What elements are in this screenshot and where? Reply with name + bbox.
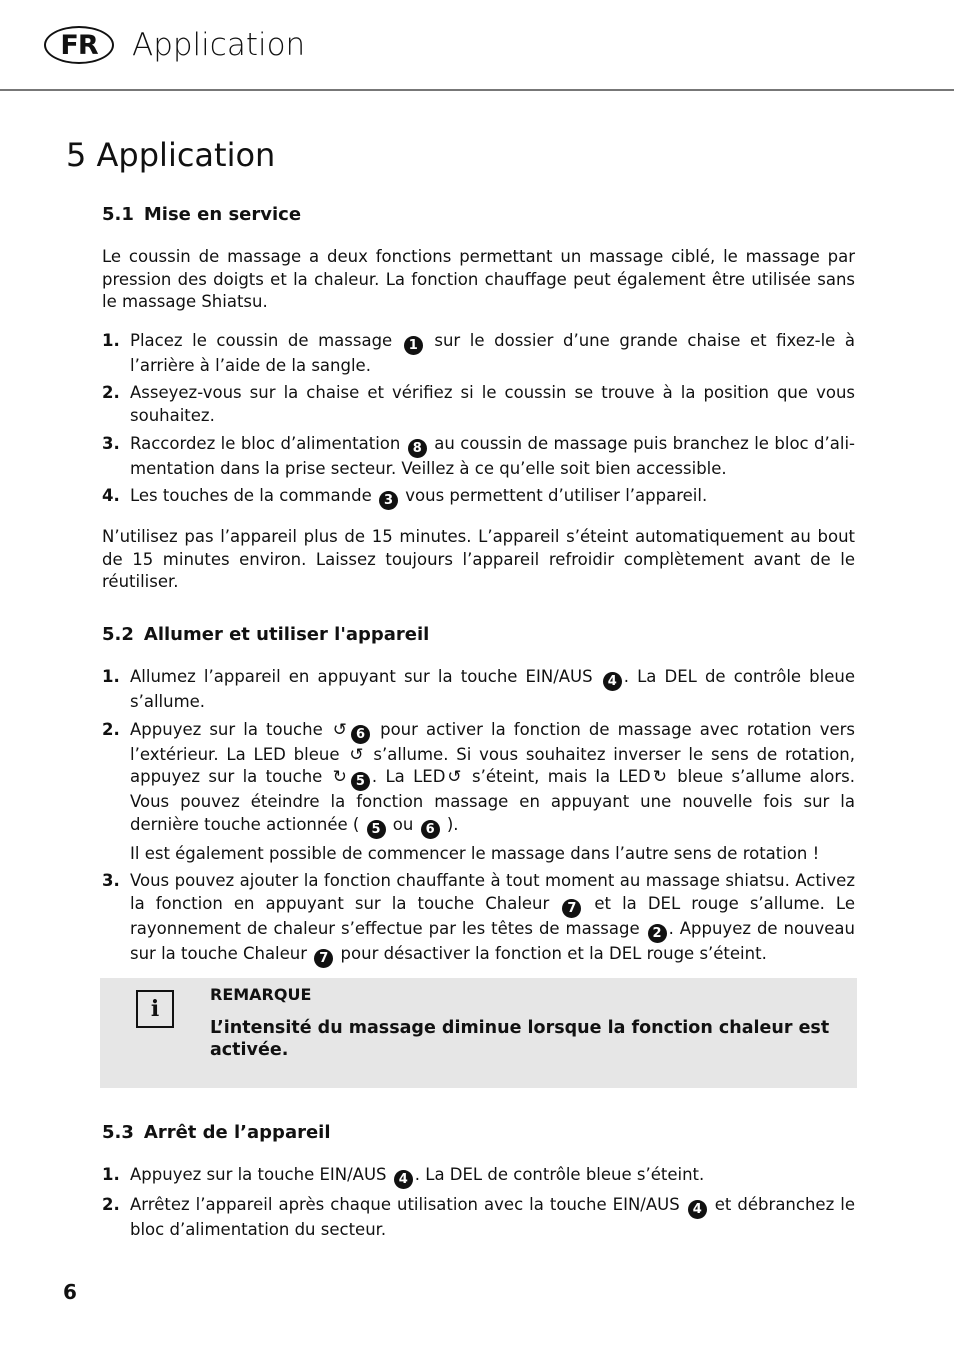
rotate-left-icon: ↺ [447,767,462,788]
step-number: 4. [102,486,120,506]
step-text: ). [441,814,459,834]
step-text: bleue s’allume alors. Vous pouvez éteindre la fonction massage en appuyant une nouvelle fois sur la dernière touche actionnée ( [130,767,855,834]
note-label: REMARQUE [210,984,312,1004]
rotate-right-icon: ↻ [332,767,347,788]
step-text: Placez le coussin de massage [130,330,402,350]
callout-number-icon: 3 [379,491,398,510]
step-text: Arrêtez l’appareil après chaque utilisation avec la touche EIN/AUS [130,1194,686,1214]
info-icon: i [136,990,174,1028]
warning-paragraph: N’utilisez pas l’appareil plus de 15 minutes. L’appareil s’éteint automatiquement au bout de 15 minutes environ. Laissez toujours l’appareil refroidir complètement avant de le réutiliser. [102,527,855,592]
callout-number-icon: 1 [404,336,423,355]
step-text: s’allume. Si vous souhaitez inverser le sens de rotation, appuyez sur la touche [130,744,855,787]
step-text: pour activer la fonction de massage avec rotation vers l’extérieur. La LED bleue [130,719,855,764]
steps-list [102,1164,855,1242]
section-number: 5.3 [102,1121,134,1143]
page-header [44,26,305,64]
intro-paragraph: Le coussin de massage a deux fonctions permettant un massage ciblé, le massage par pression des doigts et la chaleur. La fonction chauffage peut également être utilisée sans le massage Shiatsu. [102,247,855,312]
section-heading-5-2 [102,620,855,650]
steps-list [102,666,855,968]
callout-number-icon: 4 [688,1200,707,1219]
step-number: 1. [102,1164,120,1184]
list-item [102,382,855,427]
callout-number-icon: 7 [562,899,581,918]
callout-number-icon: 7 [314,949,333,968]
step-extra-text: Il est également possible de commencer le massage dans l’autre sens de rotation ! [130,843,820,863]
list-item [102,433,855,481]
step-number: 2. [102,719,120,739]
rotate-left-icon: ↺ [332,719,348,740]
section-number: 5.2 [102,623,134,645]
step-text: Allumez l’appareil en appuyant sur la touche EIN/AUS [130,666,601,686]
step-text: et la DEL rouge s’allume. Le rayonnement de chaleur s’effectue par les têtes de massage [130,893,855,938]
step-number: 3. [102,871,120,891]
header-title: Application [132,27,306,63]
callout-number-icon: 6 [351,725,370,744]
note-box [100,978,857,1088]
section-title: Mise en service [143,204,302,225]
section-heading-5-3 [102,1118,855,1148]
step-number: 2. [102,383,120,403]
step-text: Appuyez sur la touche EIN/AUS [130,1164,392,1184]
callout-number-icon: 4 [394,1170,413,1189]
list-item [102,1164,855,1189]
list-item [102,330,855,378]
step-text: et débranchez le bloc d’alimentation du secteur. [130,1194,856,1239]
section-number: 5.1 [102,204,134,225]
step-number: 3. [102,433,120,453]
section-heading-5-1 [102,200,855,230]
step-text: s’éteint, mais la LED [463,767,651,787]
callout-number-icon: 5 [351,772,370,791]
callout-number-icon: 2 [648,924,667,943]
step-text: sur le dossier d’une grande chaise et fixez-le à l’arrière à l’aide de la sangle. [130,330,856,375]
step-text: . La DEL de contrôle bleue s’allume. [130,666,855,711]
step-text: Appuyez sur la touche [130,719,331,739]
step-number: 1. [102,330,120,350]
step-text: Vous pouvez ajouter la fonction chauffante à tout moment au massage shiatsu. Activez la fonction en appuyant sur la touche Chaleur [130,871,855,913]
rotate-right-icon: ↻ [652,767,667,788]
note-text: L’intensité du massage diminue lorsque la fonction chaleur est activée. [210,1017,830,1061]
header-divider [0,89,954,91]
list-item [102,719,855,866]
step-text: . Appuyez de nouveau sur la touche Chaleur [130,918,855,963]
callout-number-icon: 8 [408,439,427,458]
chapter-title: 5 Application [66,136,276,174]
step-text: Les touches de la commande [130,486,378,506]
step-text: ou [387,814,419,834]
step-text: au coussin de massage puis branchez le bloc d’alimentation dans la prise secteur. Veillez à ce qu’elle soit bien accessible. [130,433,856,478]
section-title: Allumer et utiliser l'appareil [143,623,430,645]
callout-number-icon: 6 [421,820,440,839]
list-item [102,666,855,714]
step-text: Asseyez-vous sur la chaise et vérifiez si le coussin se trouve à la position que vous souhaitez. [130,383,855,425]
callout-number-icon: 5 [367,820,386,839]
step-text: Raccordez le bloc d’alimentation [130,433,406,453]
steps-list [102,330,855,510]
language-badge: FR [44,26,114,64]
step-text: vous permettent d’utiliser l’appareil. [400,486,708,506]
list-item [102,1194,855,1242]
list-item [102,485,855,510]
step-number: 1. [102,666,120,686]
content [102,200,855,1257]
section-title: Arrêt de l’appareil [143,1121,331,1143]
step-text: pour désactiver la fonction et la DEL rouge s’éteint. [335,943,767,963]
list-item [102,870,855,968]
step-text: . La DEL de contrôle bleue s’éteint. [414,1164,705,1184]
page-number: 6 [63,1280,77,1304]
step-text: . La LED [371,767,446,787]
step-number: 2. [102,1194,120,1214]
callout-number-icon: 4 [603,672,622,691]
rotate-left-icon: ↺ [349,744,364,765]
